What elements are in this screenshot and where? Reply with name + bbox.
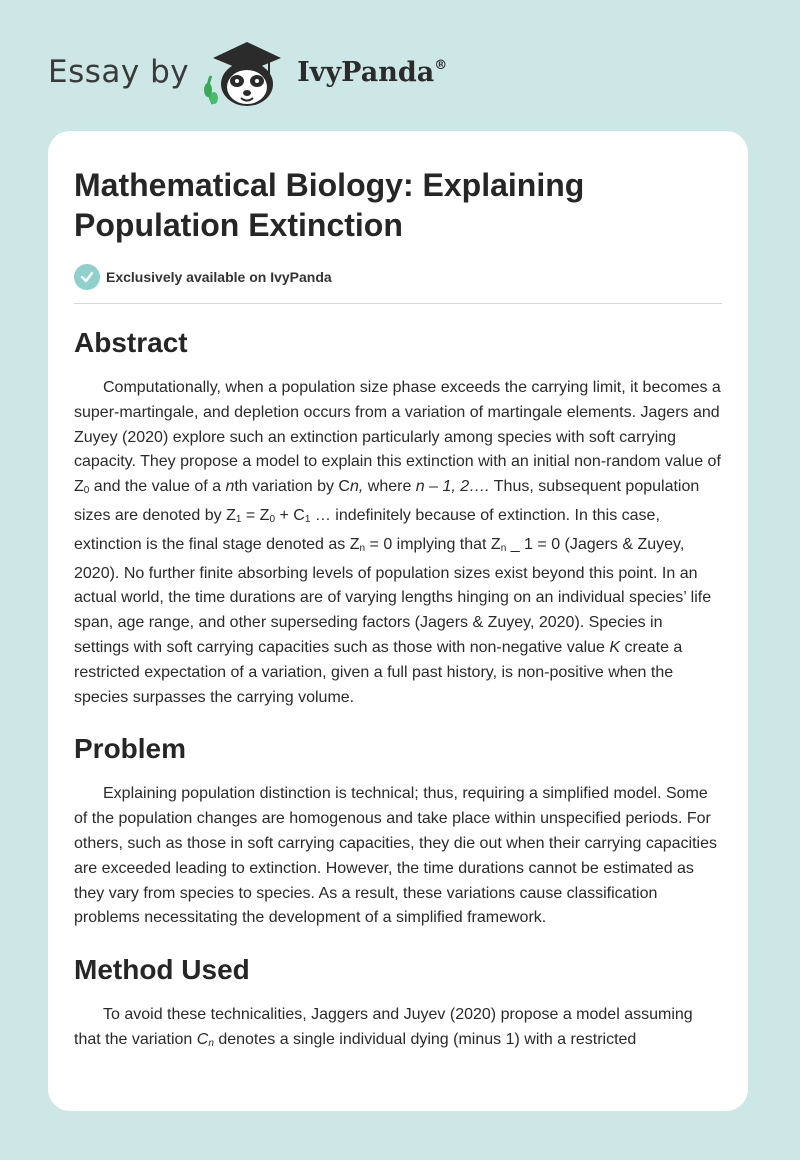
exclusive-badge [74, 263, 722, 291]
essay-title: Mathematical Biology: Explaining Population Extinction [74, 167, 585, 243]
section-heading-problem: Problem [74, 733, 187, 765]
section-heading-abstract: Abstract [74, 327, 188, 358]
essay-by-label: Essay by [48, 54, 190, 90]
ivypanda-logo-icon[interactable] [199, 34, 295, 110]
abstract-paragraph: Computationally, when a population size phase exceeds the carrying limit, it becomes a super-martingale, and depletion occurs from a variation of martingale elements. Jagers and Zuyey (2020) explore such an extinction particularly among species with soft carrying capacity. They propose a model to explain this extinction with an initial non-random value of $Z_0$ and the value of a nth variation by Cn, where n – 1, 2…. Thus, subsequent population sizes are denoted by $Z_1 = Z_0 + C_1$ … indefinitely because of extinction. In this case, extinction is the final stage denoted as $Z_n = 0$ implying that $Z_n$ _ 1 = 0 (Jagers & Zuyey, 2020). No further finite absorbing levels of population sizes exist beyond this point. In an actual world, the time durations are of varying lengths hinging on an individual species’ life span, age range, and other superseding factors (Jagers & Zuyey, 2020). Species in settings with soft carrying capacities such as those with non-negative value K create a restricted expectation of a variation, given a full past history, is non-positive when the species surpasses the carrying volume. [74, 379, 721, 706]
problem-paragraph: Explaining population distinction is technical; thus, requiring a simplified model. Some of the population changes are homogenous and take place within unspecified periods. For others, such as those in soft carrying capacities, they die out when their carrying capacities are exceeded leading to extinction. However, the time durations cannot be estimated as they vary from species to species. As a result, these variations cause classification problems necessitating the development of a simplified framework. [74, 785, 717, 927]
method-paragraph: To avoid these technicalities, Jaggers and Juyev (2020) propose a model assuming that the variation $C_n$ denotes a single individual dying (minus 1) with a restricted [74, 1006, 693, 1049]
essay-card [48, 131, 748, 1111]
check-icon [74, 264, 100, 290]
exclusive-label: Exclusively available on IvyPanda [106, 269, 332, 285]
site-header [48, 34, 508, 110]
divider [74, 303, 722, 304]
section-heading-method: Method Used [74, 954, 250, 986]
brand-name[interactable]: IvyPanda® [297, 56, 448, 88]
